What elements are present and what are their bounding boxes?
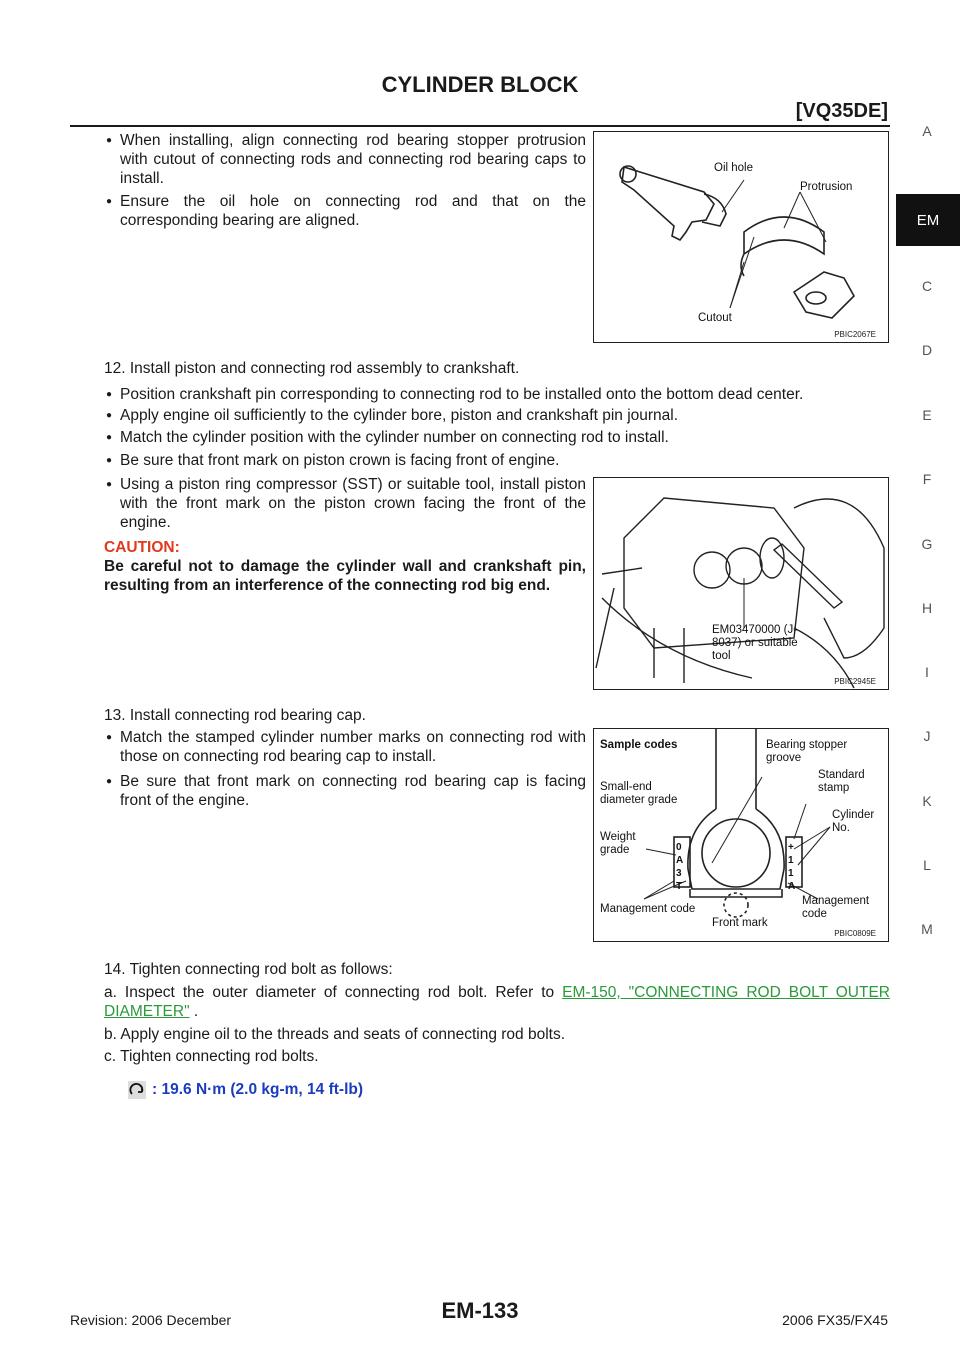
step-14a (104, 983, 890, 1021)
bullet-crank-bdc: ● Position crankshaft pin corresponding to connecting rod to be installed onto the bottom dead center. (120, 385, 890, 404)
page-number: EM-133 (441, 1298, 519, 1323)
step-14a-text: a. Inspect the outer diameter of connecting rod bolt. Refer to (104, 984, 555, 1001)
torque-icon-svg (128, 1081, 146, 1099)
bullet-oil-hole: ● Ensure the oil hole on connecting rod and that on the corresponding bearing are aligned. (120, 192, 586, 230)
side-tab-k[interactable]: K (922, 793, 932, 809)
label-standard-stamp: Standard stamp (818, 769, 865, 794)
label-sst: EM03470000 (J-8037) or suitable tool (712, 624, 798, 662)
side-tab-l[interactable]: L (923, 857, 931, 873)
figure-code: PBIC0809E (834, 929, 876, 938)
torque-wrench-icon (128, 1081, 146, 1099)
label-management-code-right: Management code (802, 895, 870, 920)
footer-revision: Revision: 2006 December (70, 1312, 232, 1328)
page-title: CYLINDER BLOCK (381, 72, 579, 97)
label-management-code-left: Management code (600, 903, 696, 915)
side-tab-f[interactable]: F (922, 471, 932, 487)
bullet-match-cylinder: ● Match the cylinder position with the cylinder number on connecting rod to install. (120, 428, 890, 447)
bullet-ring-compressor: ● Using a piston ring compressor (SST) or suitable tool, install piston with the front mark on the piston crown facing the front of the engine. (120, 475, 586, 532)
side-tab-h[interactable]: H (921, 600, 933, 616)
caution-heading: CAUTION: (104, 539, 180, 556)
figure-rod-bearing (593, 131, 889, 343)
code-right: + 1 1 A (788, 842, 796, 892)
bullet-cap-front: ● Be sure that front mark on connecting rod bearing cap is facing front of the engine. (120, 772, 586, 810)
figure-code: PBIC2945E (834, 677, 876, 686)
side-tab-d[interactable]: D (921, 342, 933, 358)
side-tab-c[interactable]: C (921, 278, 933, 294)
label-front-mark: Front mark (712, 917, 768, 929)
bullet-stamped-marks: ● Match the stamped cylinder number marks on connecting rod with those on connecting rod bearing cap to install. (120, 728, 586, 766)
engine-code: [VQ35DE] (795, 100, 888, 122)
caution-text: Be careful not to damage the cylinder wall and crankshaft pin, resulting from an interference of the connecting rod big end. (104, 558, 586, 594)
link-bolt-diameter[interactable]: EM-150, "CONNECTING ROD BOLT OUTER DIAMETER" (104, 984, 891, 1020)
step-14-heading: 14. Tighten connecting rod bolt as follows: (104, 961, 393, 978)
step-13-heading: 13. Install connecting rod bearing cap. (104, 707, 366, 724)
figure-sample-codes (593, 728, 889, 942)
label-sample-codes: Sample codes (600, 739, 678, 751)
side-tab-a[interactable]: A (922, 123, 932, 139)
step-14a-suffix: . (189, 1003, 199, 1020)
label-bearing-groove: Bearing stopper groove (766, 739, 848, 764)
header-rule (70, 125, 890, 127)
bullet-front-mark: ● Be sure that front mark on piston crown is facing front of engine. (120, 451, 890, 470)
step-12-heading: 12. Install piston and connecting rod assembly to crankshaft. (104, 360, 520, 377)
side-tab-i[interactable]: I (925, 664, 929, 680)
side-tab-m[interactable]: M (921, 921, 933, 937)
step-14b: b. Apply engine oil to the threads and seats of connecting rod bolts. (104, 1026, 566, 1043)
label-cutout: Cutout (698, 312, 732, 324)
bullet-apply-oil: ● Apply engine oil sufficiently to the cylinder bore, piston and crankshaft pin journal. (120, 406, 890, 425)
figure-piston-install (593, 477, 889, 690)
side-tab-g[interactable]: G (921, 536, 933, 552)
torque-spec: : 19.6 N·m (2.0 kg-m, 14 ft-lb) (152, 1081, 364, 1098)
side-tab-e[interactable]: E (922, 407, 932, 423)
side-tab-j[interactable]: J (923, 728, 931, 744)
label-cylinder-no: Cylinder No. (832, 809, 875, 834)
step-14c: c. Tighten connecting rod bolts. (104, 1048, 319, 1065)
label-small-end: Small-end diameter grade (600, 781, 678, 806)
bullet-stopper-align: ● When installing, align connecting rod bearing stopper protrusion with cutout of connecting rods and connecting rod bearing caps to install. (120, 131, 586, 188)
footer-model: 2006 FX35/FX45 (782, 1312, 888, 1328)
figure-code: PBIC2067E (834, 330, 876, 339)
label-protrusion: Protrusion (800, 181, 853, 193)
side-tab-em-active[interactable]: EM (896, 194, 960, 246)
label-oil-hole: Oil hole (714, 162, 753, 174)
label-weight-grade: Weight grade (600, 831, 636, 856)
code-left: 0 A 3 T (676, 842, 684, 892)
